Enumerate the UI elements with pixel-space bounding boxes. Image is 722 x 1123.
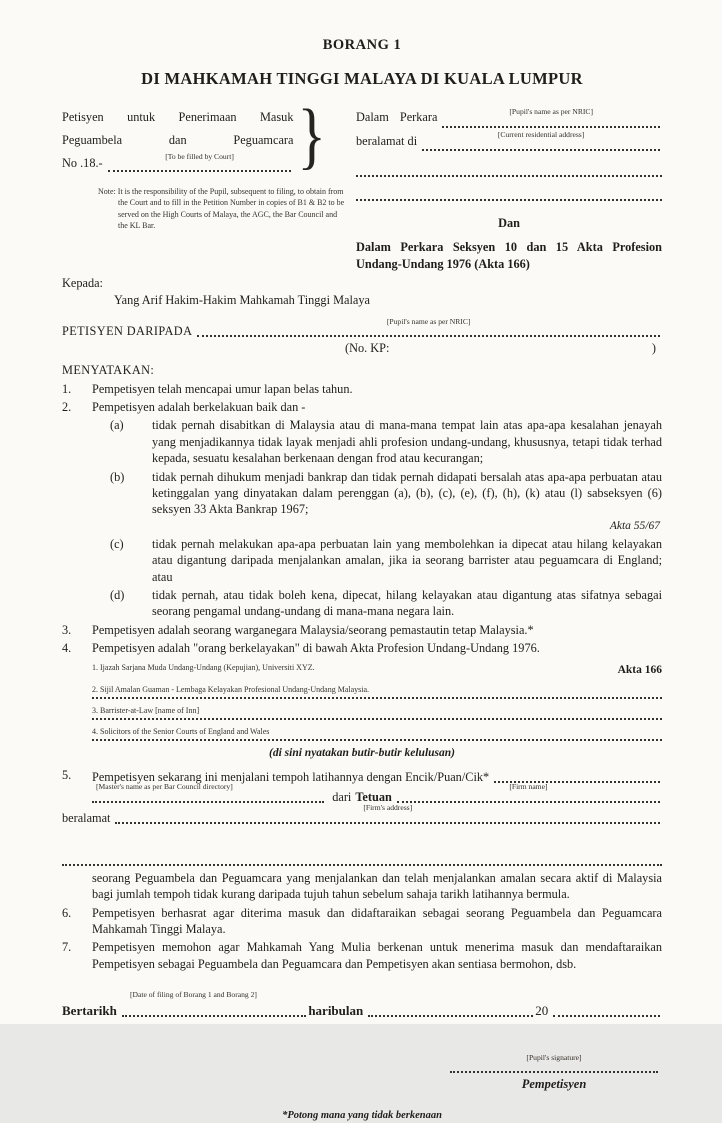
clause-c [62,536,662,585]
statement-6-text: Pempetisyen berhasrat agar diterima masuk dan didaftaraikan sebagai seorang Peguambela dan Peguamcara Mahkamah Tinggi Malaya. [92,905,662,936]
petition-type-line-2: Peguambela dan Peguamcara [62,132,294,147]
kepada-label: Kepada: [62,276,103,291]
firm-name-hint: [Firm name] [509,782,548,792]
residential-address-label: beralamat di [356,133,418,148]
clause-d-text: tidak pernah, atau tidak boleh kena, dipecat, hilang kelayakan atau digantung atas sifatnya sebagai seorang pengamal undang-undang di mana-mana negara lain. [152,587,662,619]
filing-date-hint: [Date of filing of Borang 1 and Borang 2] [130,989,257,999]
signature-field[interactable] [450,1063,658,1073]
clause-a [62,417,662,466]
pupil-name-field[interactable] [442,106,660,128]
court-title: DI MAHKAMAH TINGGI MALAYA DI KUALA LUMPUR [141,69,583,89]
petition-number-hint: [To be filled by Court] [165,151,234,161]
firm-address-field-line-2[interactable] [62,850,662,866]
petitioner-name-hint: [Pupil's name as per NRIC] [386,316,471,326]
statement-4-number: 4. [62,640,72,655]
firm-address-hint: [Firm's address] [363,803,413,813]
firm-address-field[interactable] [115,803,660,824]
statement-2-number: 2. [62,400,72,415]
beralamat-label: beralamat [62,810,111,825]
statement-1-number: 1. [62,381,72,396]
petition-from-label: PETISYEN DARIPADA [62,323,193,338]
qualification-entry-1 [92,663,662,677]
year-prefix: 20 [535,1002,549,1018]
statement-5-lead: Pempetisyen sekarang ini menjalani tempoh latihannya dengan Encik/Puan/Cik* [92,769,490,784]
form-number: BORANG 1 [322,37,402,53]
petitioner-name-field[interactable] [197,316,660,337]
petition-from-row [62,316,662,339]
statement-1 [62,381,662,397]
petition-number-field[interactable] [108,151,292,172]
statement-3-number: 3. [62,622,72,637]
tetuan-label: Tetuan [355,789,392,804]
statement-6-number: 6. [62,905,72,920]
petition-number-label: No .18.- [62,155,103,170]
statement-4-text: Pempetisyen adalah "orang berkelayakan" di bawah Akta Profesion Undang-Undang 1976. [92,640,540,655]
statement-4 [62,640,662,656]
brace-decoration: } [298,95,327,178]
residential-address-hint: [Current residential address] [497,130,585,140]
qualification-entry-2[interactable]: 2. Sijil Amalan Guaman - Lembaga Kelayakan Profesional Undang-Undang Malaysia. [92,685,662,699]
qualification-entry-1-text: 1. Ijazah Sarjana Muda Undang-Undang (Kepujian), Universiti XYZ. [92,663,315,673]
statement-6 [62,905,662,938]
date-year-field[interactable] [553,1001,660,1017]
statement-7 [62,939,662,972]
nric-row [62,340,662,356]
qualification-entries [92,663,662,740]
statement-3-text: Pempetisyen adalah seorang warganegara Malaysia/seorang pemastautin tetap Malaysia.* [92,622,534,637]
statute-reference: Dalam Perkara Seksyen 10 dan 15 Akta Profesion Undang-Undang 1976 (Akta 166) [356,240,662,271]
residential-address-field-line-3[interactable] [356,185,662,201]
statement-7-text: Pempetisyen memohon agar Mahkamah Yang Mulia berkenan untuk menerima masuk dan mendaftaraikan Pempetisyen sebagai Peguambela dan Peguamcara dan Pempetisyen akan sentiasa bermohon, dsb. [92,940,662,971]
cause-matter-block [356,106,662,272]
statement-5-number: 5. [62,767,72,782]
clause-a-number: (a) [110,418,124,433]
qualification-caption: (di sini nyatakan butir-butir kelulusan) [269,746,455,759]
clause-d [62,587,662,620]
marginal-note-akta-166: Akta 166 [617,664,662,677]
clause-d-number: (d) [110,587,125,602]
master-name-hint: [Master's name as per Bar Council directory] [96,782,233,792]
date-month-field[interactable] [368,1001,533,1017]
pupil-name-hint: [Pupil's name as per NRIC] [509,106,594,116]
master-name-field-start[interactable] [494,767,660,783]
master-name-field[interactable] [92,782,324,803]
firm-address-row [62,803,662,826]
qualification-entry-3[interactable]: 3. Barrister-at-Law [name of Inn] [92,706,662,720]
residential-address-field[interactable] [422,130,660,151]
petition-type-line-1: Petisyen untuk Penerimaan Masuk [62,110,294,125]
statement-7-number: 7. [62,940,72,955]
signature-block [450,1053,658,1093]
and-label: Dan [498,215,520,230]
statement-5-continuation: seorang Peguambela dan Peguamcara yang menjalankan dan telah menjalankan amalan secara aktif di Malaysia bagi jumlah tempoh tidak kurang daripada tujuh tahun sebelum sahaja tarikh latihannya bermula. [92,870,662,902]
addressee-line: Yang Arif Hakim-Hakim Mahkamah Tinggi Malaya [114,292,370,307]
qualification-entry-4[interactable]: 4. Solicitors of the Senior Courts of England and Wales [92,727,662,741]
clause-b-text: tidak pernah dihukum menjadi bankrap dan tidak pernah didapati bersalah atas apa-apa perbuatan atau ketinggalan yang dinyatakan dalam perenggan (a), (b), (c), (e), (f), (h), (k) atau (l) sabseksyen (6) seksyen 33 Akta Bankrap 1967; [152,469,662,517]
date-day-field[interactable] [122,1001,306,1017]
clause-a-text: tidak pernah disabitkan di Malaysia atau di mana-mana tempat lain atas apa-apa kesalahan jenayah yang menjadikannya tidak layak menjadi ahli profesion undang-undang, khususnya, tetapi tidak terhad kepada, sesuatu kesalahan berkenaan dengan frod atau kecurangan; [152,418,662,466]
nric-label: (No. KP: [345,341,390,356]
signature-caption: Pempetisyen [521,1077,587,1092]
haribulan-label: haribulan [308,1002,364,1018]
marginal-note-akta-5567: Akta 55/67 [609,519,660,532]
clause-b [62,469,662,518]
declaration-heading: MENYATAKAN: [62,363,155,378]
master-firm-row [92,782,662,805]
filing-note: Note: It is the responsibility of the Pupil, subsequent to filing, to obtain from the Court and to fill in the Petition Number in copies of B1 & B2 to be served on the High Courts of Malaya, the AGC, the Bar Council and the KL Bar. [98,186,345,231]
clause-c-number: (c) [110,536,124,551]
clause-c-text: tidak pernah melakukan apa-apa perbuatan lain yang membolehkan ia dipecat atau hilang kelayakan atau digantung daripada menjalankan amalan, jika ia seorang barrister atau peguamcara di England; atau [152,536,662,584]
statement-3 [62,622,662,638]
firm-name-field[interactable] [397,782,660,803]
statement-1-text: Pempetisyen telah mencapai umur lapan belas tahun. [92,381,353,396]
statement-2-text: Pempetisyen adalah berkelakuan baik dan - [92,400,306,415]
statement-2 [62,399,662,415]
dated-label: Bertarikh [62,1002,117,1018]
in-the-matter-label: Dalam Perkara [356,110,438,125]
dari-label: dari [332,789,352,804]
residential-address-field-line-2[interactable] [356,161,662,177]
nric-close-paren: ) [651,341,656,356]
dated-row [62,1001,662,1019]
strike-out-footnote: *Potong mana yang tidak berkenaan [282,1109,442,1121]
clause-b-number: (b) [110,469,125,484]
signature-hint: [Pupil's signature] [526,1053,582,1063]
